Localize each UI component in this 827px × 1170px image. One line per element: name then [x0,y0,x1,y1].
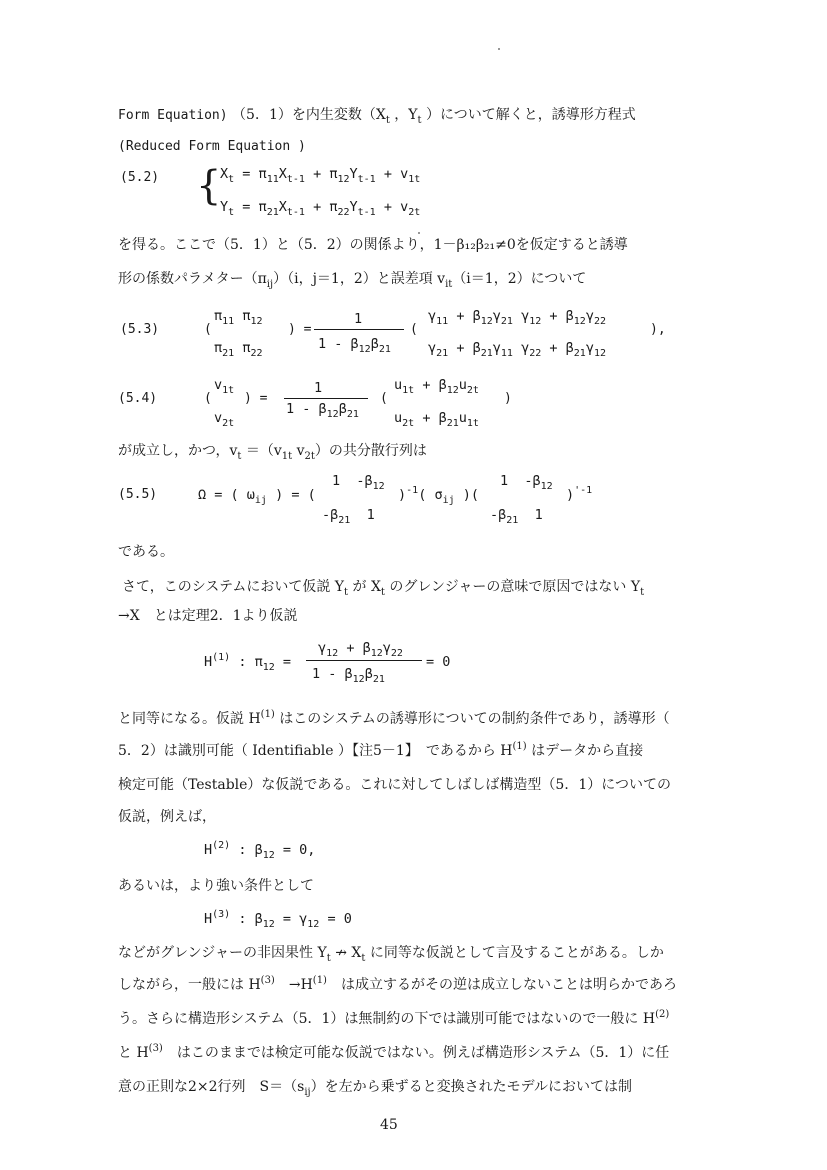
eq-paren: ) [504,391,512,406]
text-line-15: しながら，一般には $H^{(3)}$ $\to H^{(1)}$ は成立するがその逆は成立しないことは明らかであろ [118,975,677,993]
eq-5-2-line2: $Y_t = \pi_{21}X_{t-1} + \pi_{22}Y_{t-1} + v_{2t}$ [220,199,421,218]
eq-brace: { [196,163,222,209]
eq-5-5-lhs: Ω = ( $\omega_{ij}$ ) = ( [198,487,316,506]
h1-lhs: $H^{(1)}$ : $\pi_{12}$ = [204,652,292,673]
eq-number-5-5: (5.5) [118,487,158,502]
eq-5-4-fraction-den: $1 - \beta_{12}\beta_{21}$ [286,401,359,420]
text-line-1: Form Equation) （5．1）を内生変数（$X_t$ ，$Y_t$ ）について解くと，誘導形方程式 [118,107,636,126]
fraction-bar [284,398,368,399]
eq-5-3-lhs-top: $\pi_{11}$ $\pi_{12}$ [214,308,263,327]
eq-number-5-2: (5.2) [120,170,160,185]
eq-5-3-fraction-num: 1 [354,311,363,327]
eq-paren: ), [650,322,666,337]
eq-5-4-lhs-bot: $v_{2t}$ [214,410,235,429]
text-line-2: (Reduced Form Equation ) [118,139,306,154]
text-line-8: →X とは定理2．1より仮説 [118,608,298,624]
eq-5-4-rhs-bot: $u_{2t} + \beta_{21}u_{1t}$ [394,410,479,429]
text-line-9: と同等になる。仮説 $H^{(1)}$ はこのシステムの誘導形についての制約条件であり，誘導形（ [118,709,670,727]
eq-5-3-rhs-bot: $\gamma_{21} + \beta_{21}\gamma_{11}$ $\gamma_{22} + \beta_{21}\gamma_{12}$ [428,340,606,359]
eq-5-5-m1-bot: $-\beta_{21}$ 1 [322,507,375,526]
eq-5-5-m2-top: 1 $-\beta_{12}$ [500,473,553,492]
h3-equation: $H^{(3)}$ : $\beta_{12} = \gamma_{12} = 0$ [204,909,352,930]
fraction-bar [314,329,404,330]
text-line-3: を得る。ここで（5．1）と（5．2）の関係より，1－β₁₂β₂₁≠0を仮定すると誘導 [118,237,628,253]
text-line-6: である。 [118,544,174,560]
eq-number-5-3: (5.3) [120,322,160,337]
h1-rhs: = 0 [426,654,451,670]
eq-5-3-lhs-bot: $\pi_{21}$ $\pi_{22}$ [214,340,263,359]
text-line-14: などがグレンジャーの非因果性 $Y_t$ ↛ $X_t$ に同等な仮説として言及することがある。しか [118,945,664,964]
text-line-7: さて，このシステムにおいて仮説 $Y_t$ が $X_t$ のグレンジャーの意味で原因ではない $Y_t$ [122,579,645,598]
text-line-11: 検定可能（Testable）な仮説である。これに対してしばしば構造型（5．1）についての [118,777,671,793]
scan-speck [498,48,500,50]
eq-paren: ) = [288,322,312,337]
eq-paren: ( [380,391,388,406]
eq-5-5-mid: )$^{-1}$( $\sigma_{ij}$ )( [398,485,480,506]
h2-equation: $H^{(2)}$ : $\beta_{12} = 0$, [204,840,316,861]
text-line-17: と $H^{(3)}$ はこのままでは検定可能な仮説ではない。例えば構造形システム（5．1）に任 [118,1043,670,1061]
eq-5-4-rhs-top: $u_{1t} + \beta_{12}u_{2t}$ [394,377,479,396]
text-line-5: が成立し，かつ，$v_t =(v_{1t}$ $v_{2t}$）の共分散行列は [118,443,427,462]
eq-paren: ( [204,391,212,406]
eq-5-4-lhs-top: $v_{1t}$ [214,377,235,396]
scan-speck [418,232,420,234]
eq-paren: ( [204,322,212,337]
text-line-12: 仮説，例えば， [118,809,216,825]
text-line-18: 意の正則な2×2行列 $S=(s_{ij})$を左から乗ずると変換されたモデルにおいては制 [118,1079,632,1098]
eq-5-3-fraction-den: $1 - \beta_{12}\beta_{21}$ [318,336,391,355]
eq-5-3-rhs-top: $\gamma_{11} + \beta_{12}\gamma_{21}$ $\gamma_{12} + \beta_{12}\gamma_{22}$ [428,308,606,327]
text-line-13: あるいは，より強い条件として [118,878,314,894]
fraction-bar [306,660,422,661]
eq-5-4-fraction-num: 1 [314,380,323,396]
eq-5-2-line1: $X_t = \pi_{11}X_{t-1} + \pi_{12}Y_{t-1} + v_{1t}$ [220,166,421,185]
h1-num: $\gamma_{12} + \beta_{12}\gamma_{22}$ [318,640,403,659]
text-line-16: う。さらに構造形システム（5．1）は無制約の下では識別可能ではないので一般に $H^{(2)}$ [118,1009,670,1027]
page-number: 45 [380,1117,398,1133]
eq-number-5-4: (5.4) [118,391,158,406]
eq-paren: ( [410,322,418,337]
text-line-4: 形の係数パラメター$(\pi_{ij})(i$，j＝1，2）と誤差項 $v_{it}(i=1$，2）について [118,271,587,290]
eq-5-5-m2-bot: $-\beta_{21}$ 1 [490,507,543,526]
eq-paren: ) = [244,391,268,406]
eq-5-5-m1-top: 1 $-\beta_{12}$ [332,473,385,492]
text-line-10: 5．2）は識別可能（ Identifiable ）【注5－1】 であるから $H^{(1)}$ はデータから直接 [118,741,644,759]
h1-den: $1 - \beta_{12}\beta_{21}$ [312,666,385,685]
eq-5-5-end: )$^{'-1}$ [566,485,593,503]
